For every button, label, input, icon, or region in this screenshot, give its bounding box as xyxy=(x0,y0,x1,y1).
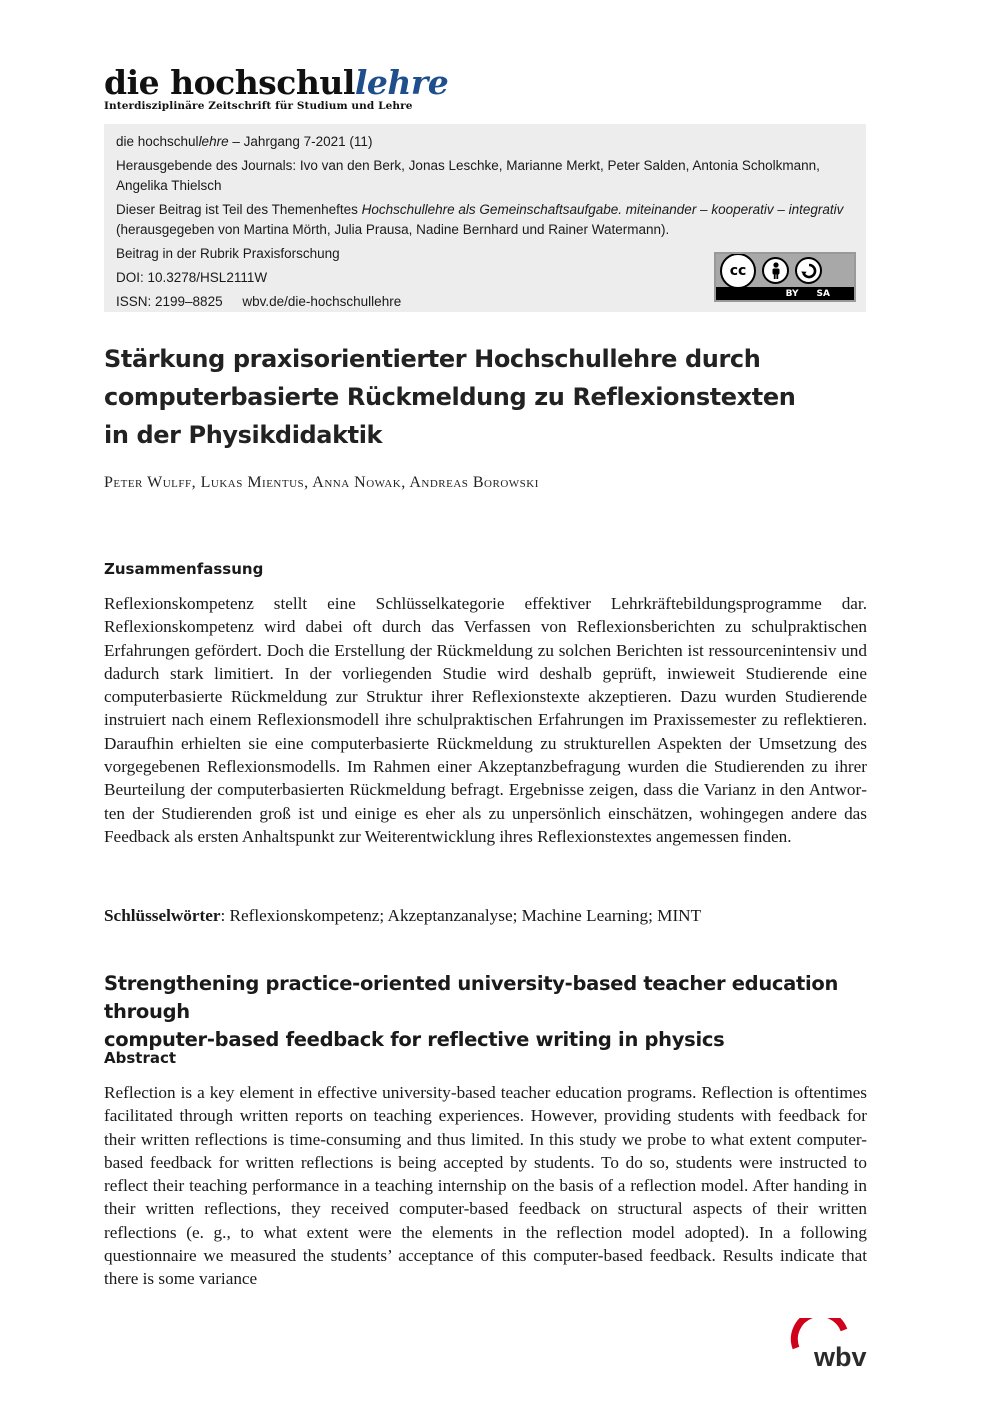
keywords-label: Schlüsselwörter xyxy=(104,906,221,925)
wbv-logo-text: wbv xyxy=(814,1342,867,1372)
paper-title-line: in der Physikdidaktik xyxy=(104,421,383,449)
english-title xyxy=(104,970,864,1054)
license-by-label: BY xyxy=(785,288,799,299)
zusammenfassung-heading: Zusammenfassung xyxy=(104,560,264,578)
journal-website-link[interactable]: wbv.de/die-hochschullehre xyxy=(242,294,402,309)
zusammenfassung-text: Reflexionskompetenz stellt eine Schlüsselkategorie effektiver Lehrkräftebildungsprogramme dar. Reflexionskompetenz wird dabei oft durch das Verfassen von Reflexionsberichten zu schulpraktischen Erfahrungen gefördert. Doch die Erstellung der Rückmeldung zu solchen Berichten ist ressourcenintensiv und dadurch stark limitiert. In der vorliegenden Studie wird deshalb geprüft, inwieweit Studierende eine computerbasierte Rückmeldung zur Struktur ihrer Reflexionstexte akzeptieren. Dazu wurden Studierende instruiert nach einem Reflexionsmodell ihre schulpraktischen Erfahrungen im Praxissemester zu reflektieren. Daraufhin erhielten sie eine computerbasierte Rückmeldung zu strukturellen Aspekten der Umsetzung des vorgegebenen Reflexionsmodells. Im Rahmen einer Akzeptanzbefragung wurden die Studierenden zu ihrer Beurteilung der computerbasierten Rückmeldung befragt. Ergebnisse zeigen, dass die Varianz in den Antworten der Studierenden groß ist und einige es eher als zu unpersönlich einschätzen, wohingegen andere das Feedback als ersten Anhaltspunkt zur Weiterentwicklung ihres Reflexionstextes angemessen finden. xyxy=(104,594,867,846)
keywords-line xyxy=(104,906,701,926)
share-alike-icon xyxy=(795,257,822,284)
cc-icon: cc xyxy=(720,253,756,289)
paper-title-line: Stärkung praxisorientierter Hochschullehre durch xyxy=(104,345,761,373)
paper-title xyxy=(104,340,864,454)
doi-link[interactable]: DOI: 10.3278/HSL2111W xyxy=(116,270,268,285)
paper-title-line: computerbasierte Rückmeldung zu Reflexionstexten xyxy=(104,383,796,411)
publication-info-box xyxy=(104,124,866,312)
journal-logo-subtitle: Interdisziplinäre Zeitschrift für Studium und Lehre xyxy=(104,100,413,112)
keywords-list: : Reflexionskompetenz; Akzeptanzanalyse; Machine Learning; MINT xyxy=(220,906,702,925)
abstract-heading: Abstract xyxy=(104,1049,177,1067)
cc-by-sa-license-badge[interactable] xyxy=(714,252,856,302)
english-title-line: Strengthening practice-oriented university-based teacher education through xyxy=(104,972,839,1023)
rubric-line: Beitrag in der Rubrik Praxisforschung xyxy=(116,246,340,261)
english-title-line: computer-based feedback for reflective writing in physics xyxy=(104,1028,725,1051)
journal-issue-line: die hochschullehre – Jahrgang 7-2021 (11) xyxy=(116,134,373,149)
wbv-publisher-logo xyxy=(790,1318,870,1378)
special-issue-note: Dieser Beitrag ist Teil des Themenheftes Hochschullehre als Gemeinschaftsaufgabe. miteinander – kooperativ – integrativ (herausgegeben von Martina Mörth, Julia Prausa, Nadine Bernhard und Rainer Watermann). xyxy=(116,202,844,237)
journal-editors: Herausgebende des Journals: Ivo van den Berk, Jonas Leschke, Marianne Merkt, Peter Salden, Antonia Scholkmann, Angelika Thielsch xyxy=(116,158,820,193)
author-list: Peter Wulff, Lukas Mientus, Anna Nowak, Andreas Borowski xyxy=(104,474,539,491)
license-sa-label: SA xyxy=(816,288,830,299)
journal-logo-title: die hochschullehre xyxy=(104,63,449,102)
issn: ISSN: 2199–8825 xyxy=(116,294,223,309)
attribution-person-icon xyxy=(762,257,789,284)
journal-masthead xyxy=(104,63,624,112)
abstract-text: Reflection is a key element in effective university-based teacher education programs. Reflection is oftentimes facilitated through written reports on teaching experiences. However, providing students with feedback for their written reflections is time-consuming and thus limited. In this study we probe to what extent computer-based feedback for written reflections is being accepted by students. To do so, students were instructed to reflect their teaching performance in a teaching internship on the basis of a reflection model. After handing in their written reflections, they received computer-based feedback on structural aspects of their written reflections (e. g., to what extent were the elements in the reflection model adopted). In a following questionnaire we measured the students’ acceptance of this computer-based feedback. Results indicate that there is some variance xyxy=(104,1083,867,1289)
